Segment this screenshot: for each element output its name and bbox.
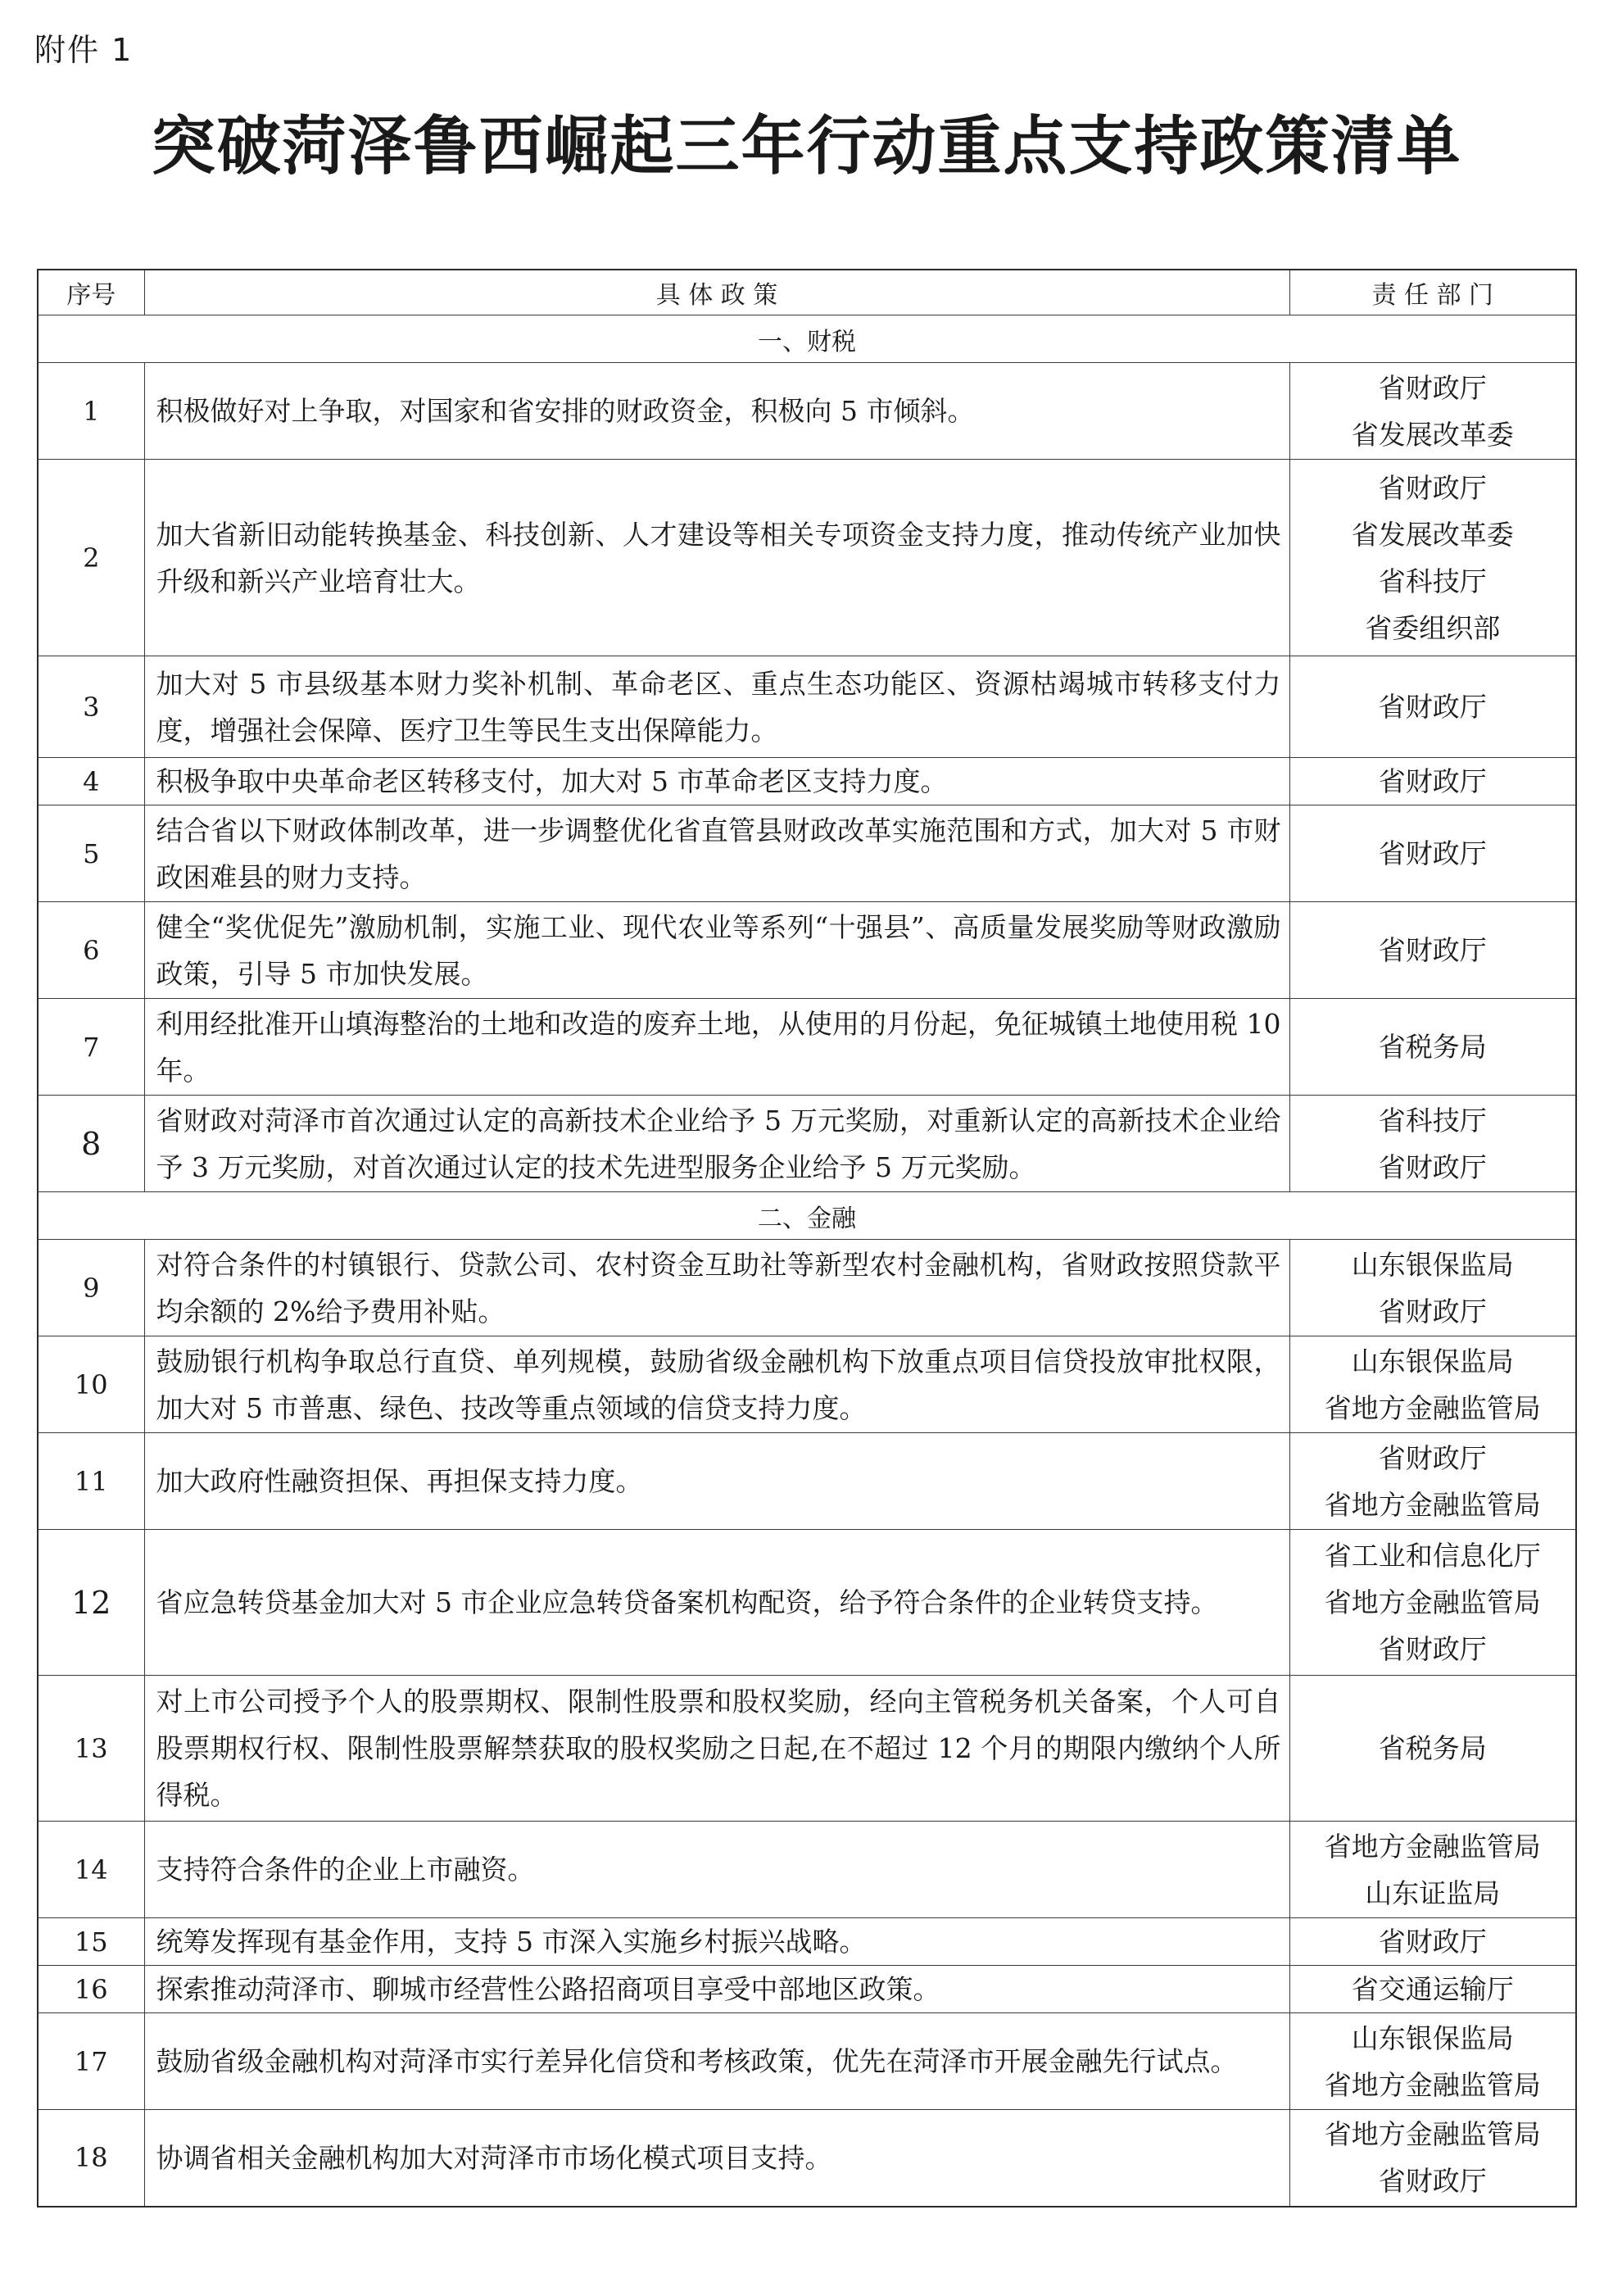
department-name: 省税务局 bbox=[1378, 1031, 1487, 1063]
department-name: 省财政厅 bbox=[1378, 934, 1487, 966]
row-number: 18 bbox=[38, 2110, 144, 2207]
table-row bbox=[38, 363, 1576, 460]
department-name: 省科技厅 bbox=[1378, 565, 1487, 597]
table-row bbox=[38, 902, 1576, 999]
department-name: 省财政厅 bbox=[1378, 1441, 1487, 1474]
table-row bbox=[38, 1336, 1576, 1433]
policy-table bbox=[37, 269, 1577, 2208]
department-name: 省工业和信息化厅 bbox=[1324, 1540, 1541, 1572]
policy-text: 对上市公司授予个人的股票期权、限制性股票和股权奖励，经向主管税务机关备案，个人可自股票期权行权、限制性股票解禁获取的股权奖励之日起,在不超过 12 个月的期限内缴纳个人所得税。 bbox=[144, 1676, 1289, 1822]
responsible-departments bbox=[1289, 656, 1576, 758]
section-row bbox=[38, 1192, 1576, 1240]
department-name: 山东银保监局 bbox=[1351, 1248, 1514, 1281]
policy-text: 统筹发挥现有基金作用，支持 5 市深入实施乡村振兴战略。 bbox=[144, 1918, 1289, 1966]
responsible-departments bbox=[1289, 2013, 1576, 2110]
row-number: 11 bbox=[38, 1433, 144, 1530]
row-number: 3 bbox=[38, 656, 144, 758]
policy-text: 鼓励省级金融机构对菏泽市实行差异化信贷和考核政策，优先在菏泽市开展金融先行试点。 bbox=[144, 2013, 1289, 2110]
department-name: 省发展改革委 bbox=[1351, 418, 1514, 451]
policy-text: 加大对 5 市县级基本财力奖补机制、革命老区、重点生态功能区、资源枯竭城市转移支付力度，增强社会保障、医疗卫生等民生支出保障能力。 bbox=[144, 656, 1289, 758]
table-row bbox=[38, 1918, 1576, 1966]
policy-text: 加大政府性融资担保、再担保支持力度。 bbox=[144, 1433, 1289, 1530]
department-name: 省财政厅 bbox=[1378, 1633, 1487, 1665]
table-row bbox=[38, 1433, 1576, 1530]
responsible-departments bbox=[1289, 2110, 1576, 2207]
department-name: 省地方金融监管局 bbox=[1324, 2068, 1541, 2101]
policy-text: 支持符合条件的企业上市融资。 bbox=[144, 1822, 1289, 1918]
department-name: 省地方金融监管局 bbox=[1324, 1488, 1541, 1521]
table-row bbox=[38, 1822, 1576, 1918]
row-number: 13 bbox=[38, 1676, 144, 1822]
department-name: 省财政厅 bbox=[1378, 837, 1487, 869]
table-row bbox=[38, 1676, 1576, 1822]
policy-text: 省财政对菏泽市首次通过认定的高新技术企业给予 5 万元奖励，对重新认定的高新技术企业给予 3 万元奖励，对首次通过认定的技术先进型服务企业给予 5 万元奖励。 bbox=[144, 1096, 1289, 1192]
table-row bbox=[38, 1966, 1576, 2013]
page-title: 突破菏泽鲁西崛起三年行动重点支持政策清单 bbox=[151, 110, 1462, 184]
responsible-departments bbox=[1289, 1822, 1576, 1918]
table-row bbox=[38, 1096, 1576, 1192]
responsible-departments bbox=[1289, 1966, 1576, 2013]
responsible-departments bbox=[1289, 1918, 1576, 1966]
row-number: 2 bbox=[38, 460, 144, 656]
table-body bbox=[38, 315, 1576, 2207]
responsible-departments bbox=[1289, 999, 1576, 1096]
header-policy: 具 体 政 策 bbox=[144, 270, 1289, 315]
table-row bbox=[38, 2013, 1576, 2110]
row-number: 12 bbox=[38, 1530, 144, 1676]
department-name: 省税务局 bbox=[1378, 1732, 1487, 1764]
responsible-departments bbox=[1289, 1530, 1576, 1676]
responsible-departments bbox=[1289, 460, 1576, 656]
row-number: 9 bbox=[38, 1240, 144, 1336]
row-number: 8 bbox=[38, 1096, 144, 1192]
row-number: 1 bbox=[38, 363, 144, 460]
policy-text: 协调省相关金融机构加大对菏泽市市场化模式项目支持。 bbox=[144, 2110, 1289, 2207]
table-row bbox=[38, 656, 1576, 758]
department-name: 省科技厅 bbox=[1378, 1104, 1487, 1137]
responsible-departments bbox=[1289, 758, 1576, 805]
responsible-departments bbox=[1289, 1336, 1576, 1433]
department-name: 省地方金融监管局 bbox=[1324, 2118, 1541, 2151]
header-no: 序号 bbox=[38, 270, 144, 315]
department-name: 山东证监局 bbox=[1365, 1876, 1501, 1909]
policy-text: 鼓励银行机构争取总行直贷、单列规模，鼓励省级金融机构下放重点项目信贷投放审批权限，加大对 5 市普惠、绿色、技改等重点领域的信贷支持力度。 bbox=[144, 1336, 1289, 1433]
table-header bbox=[38, 270, 1576, 315]
table-row bbox=[38, 758, 1576, 805]
department-name: 省地方金融监管局 bbox=[1324, 1586, 1541, 1618]
department-name: 省财政厅 bbox=[1378, 765, 1487, 797]
responsible-departments bbox=[1289, 1096, 1576, 1192]
department-name: 省财政厅 bbox=[1378, 471, 1487, 504]
table-row bbox=[38, 805, 1576, 902]
department-name: 山东银保监局 bbox=[1351, 2021, 1514, 2054]
responsible-departments bbox=[1289, 1240, 1576, 1336]
department-name: 省地方金融监管局 bbox=[1324, 1830, 1541, 1863]
policy-text: 省应急转贷基金加大对 5 市企业应急转贷备案机构配资，给予符合条件的企业转贷支持。 bbox=[144, 1530, 1289, 1676]
table-row bbox=[38, 2110, 1576, 2207]
table-row bbox=[38, 1530, 1576, 1676]
department-name: 省委组织部 bbox=[1365, 611, 1501, 644]
row-number: 5 bbox=[38, 805, 144, 902]
department-name: 省财政厅 bbox=[1378, 691, 1487, 723]
policy-text: 结合省以下财政体制改革，进一步调整优化省直管县财政改革实施范围和方式，加大对 5 市财政困难县的财力支持。 bbox=[144, 805, 1289, 902]
responsible-departments bbox=[1289, 902, 1576, 999]
policy-text: 探索推动菏泽市、聊城市经营性公路招商项目享受中部地区政策。 bbox=[144, 1966, 1289, 2013]
policy-text: 利用经批准开山填海整治的土地和改造的废弃土地，从使用的月份起，免征城镇土地使用税 10 年。 bbox=[144, 999, 1289, 1096]
section-title: 二、金融 bbox=[38, 1192, 1576, 1240]
department-name: 省财政厅 bbox=[1378, 2165, 1487, 2198]
responsible-departments bbox=[1289, 1676, 1576, 1822]
responsible-departments bbox=[1289, 1433, 1576, 1530]
department-name: 省交通运输厅 bbox=[1351, 1973, 1514, 2005]
section-title: 一、财税 bbox=[38, 315, 1576, 363]
table-row bbox=[38, 1240, 1576, 1336]
responsible-departments bbox=[1289, 363, 1576, 460]
attachment-label: 附件 1 bbox=[34, 32, 134, 68]
row-number: 6 bbox=[38, 902, 144, 999]
department-name: 省发展改革委 bbox=[1351, 518, 1514, 551]
table-row bbox=[38, 999, 1576, 1096]
row-number: 17 bbox=[38, 2013, 144, 2110]
row-number: 16 bbox=[38, 1966, 144, 2013]
policy-text: 加大省新旧动能转换基金、科技创新、人才建设等相关专项资金支持力度，推动传统产业加快升级和新兴产业培育壮大。 bbox=[144, 460, 1289, 656]
department-name: 省财政厅 bbox=[1378, 1150, 1487, 1183]
responsible-departments bbox=[1289, 805, 1576, 902]
department-name: 省财政厅 bbox=[1378, 1295, 1487, 1327]
department-name: 省财政厅 bbox=[1378, 1926, 1487, 1958]
department-name: 省地方金融监管局 bbox=[1324, 1391, 1541, 1424]
row-number: 15 bbox=[38, 1918, 144, 1966]
header-dept: 责 任 部 门 bbox=[1289, 270, 1576, 315]
policy-text: 积极争取中央革命老区转移支付，加大对 5 市革命老区支持力度。 bbox=[144, 758, 1289, 805]
policy-text: 积极做好对上争取，对国家和省安排的财政资金，积极向 5 市倾斜。 bbox=[144, 363, 1289, 460]
policy-text: 对符合条件的村镇银行、贷款公司、农村资金互助社等新型农村金融机构，省财政按照贷款平均余额的 2%给予费用补贴。 bbox=[144, 1240, 1289, 1336]
policy-text: 健全“奖优促先”激励机制，实施工业、现代农业等系列“十强县”、高质量发展奖励等财政激励政策，引导 5 市加快发展。 bbox=[144, 902, 1289, 999]
department-name: 山东银保监局 bbox=[1351, 1345, 1514, 1377]
section-row bbox=[38, 315, 1576, 363]
row-number: 10 bbox=[38, 1336, 144, 1433]
table-row bbox=[38, 460, 1576, 656]
row-number: 14 bbox=[38, 1822, 144, 1918]
department-name: 省财政厅 bbox=[1378, 371, 1487, 404]
row-number: 7 bbox=[38, 999, 144, 1096]
row-number: 4 bbox=[38, 758, 144, 805]
